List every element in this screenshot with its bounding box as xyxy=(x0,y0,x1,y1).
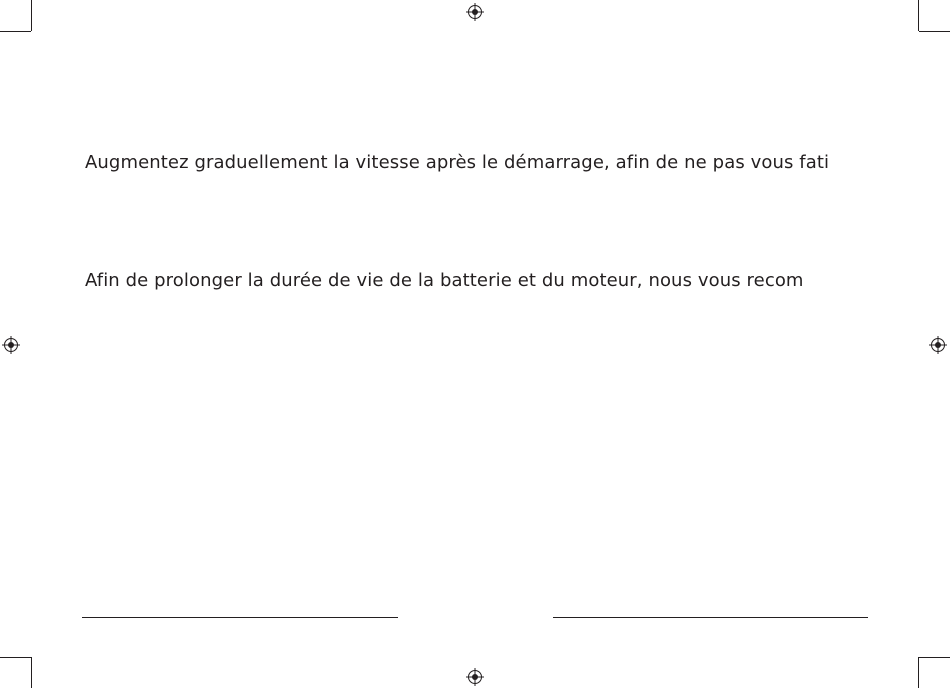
registration-mark-icon xyxy=(466,3,484,21)
crop-mark-icon xyxy=(919,657,950,658)
registration-mark-icon xyxy=(929,336,947,354)
crop-mark-icon xyxy=(0,31,31,32)
registration-mark-icon xyxy=(2,336,20,354)
footer-rule-left xyxy=(82,617,398,618)
crop-mark-icon xyxy=(31,0,32,31)
crop-mark-icon xyxy=(918,0,919,31)
paragraph-speed: Augmentez graduellement la vitesse après le démarrage, afin de ne pas vous fati xyxy=(85,152,830,173)
crop-mark-icon xyxy=(918,657,919,688)
crop-mark-icon xyxy=(0,657,31,658)
crop-mark-icon xyxy=(31,657,32,688)
footer-rule-right xyxy=(553,617,868,618)
paragraph-battery: Afin de prolonger la durée de vie de la batterie et du moteur, nous vous recom xyxy=(85,270,804,291)
crop-mark-icon xyxy=(919,31,950,32)
registration-mark-icon xyxy=(466,668,484,686)
